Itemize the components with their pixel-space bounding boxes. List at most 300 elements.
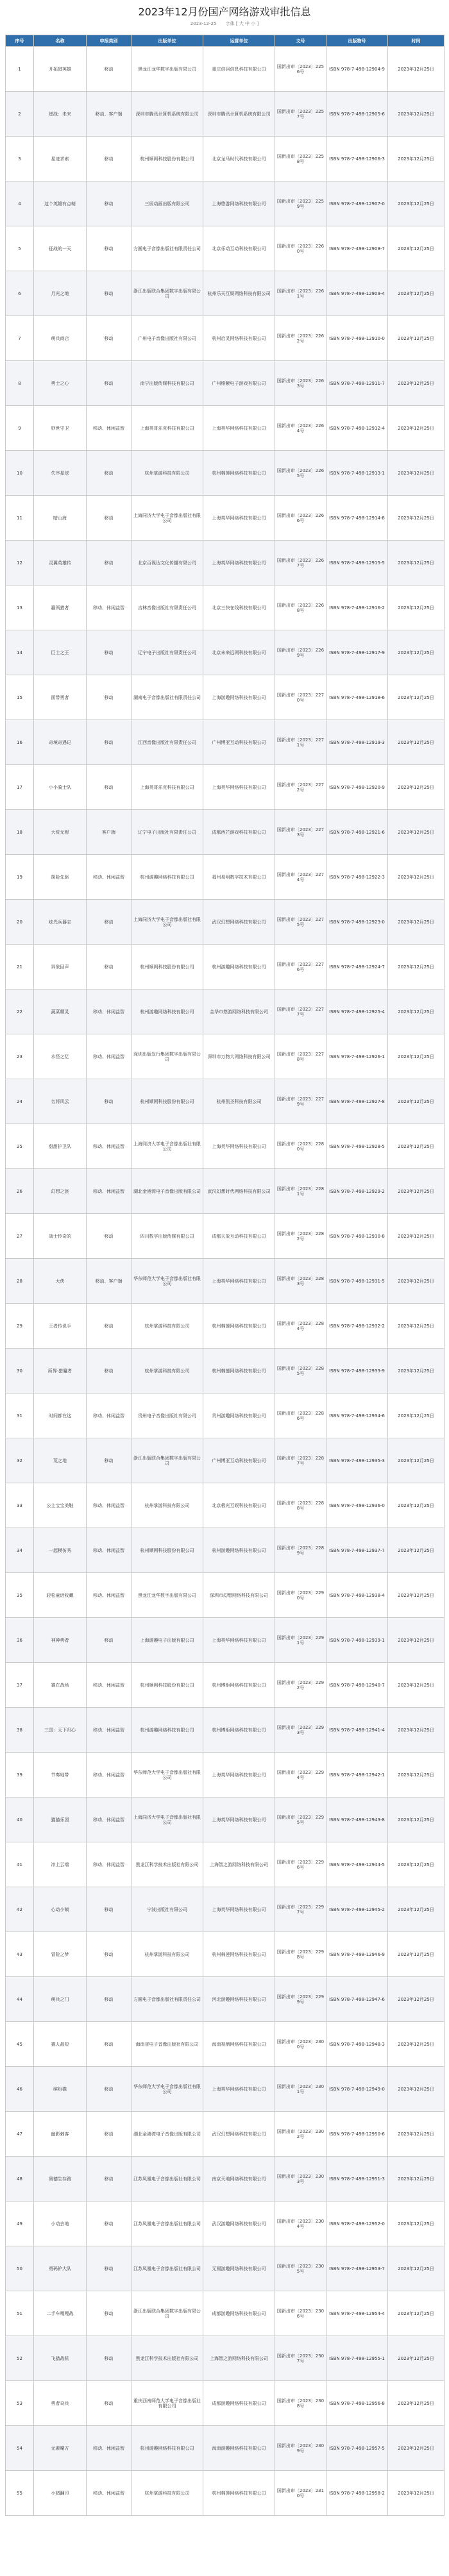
- cell-operator: 福州易明数字技术有限公司: [203, 855, 275, 900]
- cell-time: 2023年12月25日: [388, 1663, 445, 1708]
- cell-type: 移动、休闲益智: [87, 2471, 131, 2516]
- cell-game-name: 轻松童话收藏: [34, 1573, 87, 1618]
- cell-isbn: ISBN 978-7-498-12913-1: [326, 451, 388, 496]
- cell-approval-number: 国新出审〔2023〕2260号: [275, 226, 326, 271]
- cell-isbn: ISBN 978-7-498-12935-3: [326, 1438, 388, 1483]
- cell-type: 客户端: [87, 810, 131, 855]
- cell-index: 4: [6, 181, 34, 226]
- cell-isbn: ISBN 978-7-498-12947-6: [326, 1977, 388, 2022]
- cell-type: 移动: [87, 2291, 131, 2336]
- table-row: [6, 2381, 445, 2426]
- cell-isbn: ISBN 978-7-498-12922-3: [326, 855, 388, 900]
- cell-game-name: 异象回声: [34, 945, 87, 989]
- cell-publisher: 上海同济大学电子音像出版社有限公司: [131, 1124, 203, 1169]
- font-size-switch[interactable]: 字体 [ 大 中 小 ]: [225, 21, 259, 26]
- table-row: [6, 1663, 445, 1708]
- cell-isbn: ISBN 978-7-498-12911-7: [326, 361, 388, 406]
- cell-index: 24: [6, 1079, 34, 1124]
- cell-index: 49: [6, 2201, 34, 2246]
- cell-time: 2023年12月25日: [388, 855, 445, 900]
- cell-isbn: ISBN 978-7-498-12953-7: [326, 2246, 388, 2291]
- cell-game-name: 心动小镇: [34, 1887, 87, 1932]
- cell-game-name: 猫人最短: [34, 2022, 87, 2067]
- table-row: [6, 137, 445, 181]
- cell-game-name: 神神勇者: [34, 1618, 87, 1663]
- cell-publisher: 广州电子音像出版社有限公司: [131, 316, 203, 361]
- cell-isbn: ISBN 978-7-498-12949-0: [326, 2067, 388, 2112]
- cell-game-name: 冒险之梦: [34, 1932, 87, 1977]
- cell-game-name: 所界·猎魔者: [34, 1349, 87, 1393]
- cell-type: 移动: [87, 47, 131, 92]
- cell-publisher: 辽宁电子出版社有限责任公司: [131, 630, 203, 675]
- cell-index: 50: [6, 2246, 34, 2291]
- table-row: [6, 1259, 445, 1304]
- cell-index: 12: [6, 541, 34, 585]
- table-row: [6, 1618, 445, 1663]
- cell-index: 48: [6, 2157, 34, 2201]
- cell-approval-number: 国新出审〔2023〕2306号: [275, 2291, 326, 2336]
- cell-game-name: 开拓猎英雄: [34, 47, 87, 92]
- cell-isbn: ISBN 978-7-498-12955-1: [326, 2336, 388, 2381]
- cell-game-name: 小动去地: [34, 2201, 87, 2246]
- cell-operator: 海南游趣网络科技有限公司: [203, 2426, 275, 2471]
- cell-game-name: 元素魔方: [34, 2426, 87, 2471]
- header-operator: 运营单位: [203, 35, 275, 47]
- cell-game-name: 猫在战场: [34, 1663, 87, 1708]
- cell-isbn: ISBN 978-7-498-12942-1: [326, 1753, 388, 1797]
- cell-index: 39: [6, 1753, 34, 1797]
- cell-publisher: 杭州掌游科技有限公司: [131, 451, 203, 496]
- cell-time: 2023年12月25日: [388, 1304, 445, 1349]
- cell-time: 2023年12月25日: [388, 1528, 445, 1573]
- cell-time: 2023年12月25日: [388, 2291, 445, 2336]
- cell-time: 2023年12月25日: [388, 810, 445, 855]
- cell-index: 14: [6, 630, 34, 675]
- cell-operator: 武汉幻想时代网络科技有限公司: [203, 1169, 275, 1214]
- cell-index: 34: [6, 1528, 34, 1573]
- cell-type: 移动、休闲益智: [87, 855, 131, 900]
- cell-game-name: 大侠: [34, 1259, 87, 1304]
- cell-time: 2023年12月25日: [388, 1393, 445, 1438]
- cell-time: 2023年12月25日: [388, 1932, 445, 1977]
- cell-isbn: ISBN 978-7-498-12944-5: [326, 1842, 388, 1887]
- cell-approval-number: 国新出审〔2023〕2288号: [275, 1483, 326, 1528]
- cell-game-name: 飞猎战机: [34, 2336, 87, 2381]
- cell-time: 2023年12月25日: [388, 271, 445, 316]
- cell-approval-number: 国新出审〔2023〕2265号: [275, 451, 326, 496]
- cell-publisher: 上海同济大学电子音像出版社有限公司: [131, 1797, 203, 1842]
- table-row: [6, 2067, 445, 2112]
- cell-index: 15: [6, 675, 34, 720]
- cell-isbn: ISBN 978-7-498-12952-0: [326, 2201, 388, 2246]
- cell-index: 45: [6, 2022, 34, 2067]
- cell-isbn: ISBN 978-7-498-12920-9: [326, 765, 388, 810]
- cell-type: 移动: [87, 1214, 131, 1259]
- cell-type: 移动、休闲益智: [87, 1753, 131, 1797]
- cell-approval-number: 国新出审〔2023〕2257号: [275, 92, 326, 137]
- cell-publisher: 杭州掌游科技有限公司: [131, 1349, 203, 1393]
- cell-isbn: ISBN 978-7-498-12918-6: [326, 675, 388, 720]
- cell-operator: 成都游趣网络科技有限公司: [203, 2381, 275, 2426]
- cell-type: 移动、休闲益智: [87, 1393, 131, 1438]
- cell-operator: 杭州棉莲网络科技有限公司: [203, 451, 275, 496]
- cell-game-name: 王者传说手: [34, 1304, 87, 1349]
- cell-index: 27: [6, 1214, 34, 1259]
- cell-operator: 杭州棉莲网络科技有限公司: [203, 2471, 275, 2516]
- cell-approval-number: 国新出审〔2023〕2299号: [275, 1977, 326, 2022]
- cell-approval-number: 国新出审〔2023〕2296号: [275, 1842, 326, 1887]
- cell-time: 2023年12月25日: [388, 675, 445, 720]
- cell-isbn: ISBN 978-7-498-12921-6: [326, 810, 388, 855]
- table-row: [6, 2291, 445, 2336]
- table-row: [6, 1124, 445, 1169]
- cell-operator: 上海英华网络科技有限公司: [203, 1618, 275, 1663]
- cell-approval-number: 国新出审〔2023〕2283号: [275, 1259, 326, 1304]
- cell-type: 移动: [87, 1349, 131, 1393]
- cell-index: 52: [6, 2336, 34, 2381]
- cell-isbn: ISBN 978-7-498-12930-8: [326, 1214, 388, 1259]
- cell-type: 移动: [87, 720, 131, 765]
- cell-isbn: ISBN 978-7-498-12954-4: [326, 2291, 388, 2336]
- table-row: [6, 765, 445, 810]
- cell-index: 41: [6, 1842, 34, 1887]
- cell-operator: 杭州棉莲网络科技有限公司: [203, 1932, 275, 1977]
- cell-game-name: 战士传奇的: [34, 1214, 87, 1259]
- header-time: 时间: [388, 35, 445, 47]
- cell-isbn: ISBN 978-7-498-12927-8: [326, 1079, 388, 1124]
- cell-time: 2023年12月25日: [388, 1079, 445, 1124]
- cell-approval-number: 国新出审〔2023〕2289号: [275, 1528, 326, 1573]
- cell-approval-number: 国新出审〔2023〕2309号: [275, 2426, 326, 2471]
- cell-time: 2023年12月25日: [388, 2471, 445, 2516]
- cell-type: 移动: [87, 1977, 131, 2022]
- cell-index: 1: [6, 47, 34, 92]
- cell-approval-number: 国新出审〔2023〕2276号: [275, 945, 326, 989]
- cell-type: 移动: [87, 2112, 131, 2157]
- cell-approval-number: 国新出审〔2023〕2310号: [275, 2471, 326, 2516]
- cell-isbn: ISBN 978-7-498-12923-0: [326, 900, 388, 945]
- cell-isbn: ISBN 978-7-498-12917-9: [326, 630, 388, 675]
- cell-publisher: 海南省电子音像出版社有限公司: [131, 2022, 203, 2067]
- cell-operator: 重庆信码信息科技有限公司: [203, 47, 275, 92]
- table-row: [6, 451, 445, 496]
- cell-operator: 杭州棉莲网络科技有限公司: [203, 1349, 275, 1393]
- table-row: [6, 181, 445, 226]
- table-row: [6, 2471, 445, 2516]
- table-row: [6, 271, 445, 316]
- cell-time: 2023年12月25日: [388, 1214, 445, 1259]
- cell-time: 2023年12月25日: [388, 1977, 445, 2022]
- cell-approval-number: 国新出审〔2023〕2308号: [275, 2381, 326, 2426]
- cell-type: 移动: [87, 675, 131, 720]
- cell-index: 2: [6, 92, 34, 137]
- cell-time: 2023年12月25日: [388, 496, 445, 541]
- cell-index: 53: [6, 2381, 34, 2426]
- cell-index: 25: [6, 1124, 34, 1169]
- cell-publisher: 杭州游趣网络科技有限公司: [131, 855, 203, 900]
- cell-approval-number: 国新出审〔2023〕2267号: [275, 541, 326, 585]
- cell-isbn: ISBN 978-7-498-12957-5: [326, 2426, 388, 2471]
- cell-game-name: 幻想之旅: [34, 1169, 87, 1214]
- cell-publisher: 黑龙江龙华数字出版有限公司: [131, 47, 203, 92]
- table-row: [6, 1079, 445, 1124]
- cell-approval-number: 国新出审〔2023〕2304号: [275, 2201, 326, 2246]
- cell-isbn: ISBN 978-7-498-12919-3: [326, 720, 388, 765]
- cell-time: 2023年12月25日: [388, 2246, 445, 2291]
- cell-operator: 武汉幻想网络科技有限公司: [203, 900, 275, 945]
- table-body: [6, 47, 445, 2516]
- cell-type: 移动: [87, 2246, 131, 2291]
- cell-index: 47: [6, 2112, 34, 2157]
- cell-isbn: ISBN 978-7-498-12906-3: [326, 137, 388, 181]
- cell-game-name: 蔬菜精灵: [34, 989, 87, 1034]
- cell-index: 30: [6, 1349, 34, 1393]
- cell-publisher: 江苏凤凰电子音像出版社有限公司: [131, 2157, 203, 2201]
- cell-operator: 上海英华网络科技有限公司: [203, 1887, 275, 1932]
- cell-approval-number: 国新出审〔2023〕2301号: [275, 2067, 326, 2112]
- cell-index: 36: [6, 1618, 34, 1663]
- table-row: [6, 1034, 445, 1079]
- cell-isbn: ISBN 978-7-498-12950-6: [326, 2112, 388, 2157]
- cell-approval-number: 国新出审〔2023〕2307号: [275, 2336, 326, 2381]
- cell-game-name: 巨士之王: [34, 630, 87, 675]
- cell-publisher: 上海同济大学电子音像出版社有限公司: [131, 900, 203, 945]
- cell-game-name: 猫猫乐园: [34, 1797, 87, 1842]
- cell-approval-number: 国新出审〔2023〕2294号: [275, 1753, 326, 1797]
- approval-table: [5, 35, 445, 2516]
- cell-time: 2023年12月25日: [388, 2381, 445, 2426]
- cell-publisher: 上海英哥乐克科技有限公司: [131, 406, 203, 451]
- cell-type: 移动: [87, 2022, 131, 2067]
- cell-time: 2023年12月25日: [388, 2112, 445, 2157]
- cell-time: 2023年12月25日: [388, 1708, 445, 1753]
- cell-isbn: ISBN 978-7-498-12916-2: [326, 585, 388, 630]
- cell-time: 2023年12月25日: [388, 2157, 445, 2201]
- cell-time: 2023年12月25日: [388, 989, 445, 1034]
- cell-time: 2023年12月25日: [388, 92, 445, 137]
- cell-operator: 上海英华网络科技有限公司: [203, 1124, 275, 1169]
- cell-publisher: 江西音像出版社有限责任公司: [131, 720, 203, 765]
- cell-isbn: ISBN 978-7-498-12904-9: [326, 47, 388, 92]
- cell-game-name: 荒之地: [34, 1438, 87, 1483]
- cell-approval-number: 国新出审〔2023〕2302号: [275, 2112, 326, 2157]
- cell-isbn: ISBN 978-7-498-12936-0: [326, 1483, 388, 1528]
- cell-index: 37: [6, 1663, 34, 1708]
- cell-isbn: ISBN 978-7-498-12931-5: [326, 1259, 388, 1304]
- cell-game-name: 水怪之忆: [34, 1034, 87, 1079]
- table-row: [6, 2157, 445, 2201]
- cell-type: 移动、休闲益智: [87, 1573, 131, 1618]
- table-row: [6, 1169, 445, 1214]
- cell-publisher: 吉林音像出版社有限责任公司: [131, 585, 203, 630]
- cell-approval-number: 国新出审〔2023〕2273号: [275, 810, 326, 855]
- cell-isbn: ISBN 978-7-498-12925-4: [326, 989, 388, 1034]
- header-type: 申报类别: [87, 35, 131, 47]
- cell-isbn: ISBN 978-7-498-12910-0: [326, 316, 388, 361]
- cell-game-name: 节奏地带: [34, 1753, 87, 1797]
- cell-time: 2023年12月25日: [388, 316, 445, 361]
- cell-game-name: 时间都在这: [34, 1393, 87, 1438]
- cell-index: 54: [6, 2426, 34, 2471]
- table-row: [6, 2201, 445, 2246]
- cell-type: 移动、休闲益智: [87, 1797, 131, 1842]
- cell-publisher: 方圆电子音像出版社有限责任公司: [131, 1977, 203, 2022]
- cell-isbn: ISBN 978-7-498-12924-7: [326, 945, 388, 989]
- cell-type: 移动、休闲益智: [87, 1708, 131, 1753]
- cell-approval-number: 国新出审〔2023〕2262号: [275, 316, 326, 361]
- cell-publisher: 浙江出版联合集团数字出版有限公司: [131, 2291, 203, 2336]
- cell-operator: 上海游趣网络科技有限公司: [203, 675, 275, 720]
- cell-isbn: ISBN 978-7-498-12946-9: [326, 1932, 388, 1977]
- cell-game-name: 小猪翻印: [34, 2471, 87, 2516]
- cell-publisher: 湖北金港湾电子音像出版有限公司: [131, 1169, 203, 1214]
- cell-isbn: ISBN 978-7-498-12932-2: [326, 1304, 388, 1349]
- cell-time: 2023年12月25日: [388, 1124, 445, 1169]
- table-row: [6, 496, 445, 541]
- cell-approval-number: 国新出审〔2023〕2280号: [275, 1124, 326, 1169]
- cell-publisher: 重庆西南师范大学电子音像出版社有限公司: [131, 2381, 203, 2426]
- cell-approval-number: 国新出审〔2023〕2269号: [275, 630, 326, 675]
- cell-approval-number: 国新出审〔2023〕2256号: [275, 47, 326, 92]
- cell-index: 11: [6, 496, 34, 541]
- cell-approval-number: 国新出审〔2023〕2285号: [275, 1349, 326, 1393]
- cell-publisher: 杭州顺网科技股份有限公司: [131, 1663, 203, 1708]
- header-isbn: 出版物号: [326, 35, 388, 47]
- cell-operator: 上海英华网络科技有限公司: [203, 1753, 275, 1797]
- cell-type: 移动、休闲益智: [87, 406, 131, 451]
- cell-publisher: 华东师范大学电子音像出版社有限公司: [131, 1259, 203, 1304]
- cell-index: 10: [6, 451, 34, 496]
- article-meta: [5, 19, 444, 28]
- cell-publisher: 宁波出版社有限公司: [131, 1887, 203, 1932]
- cell-operator: 上海英华网络科技有限公司: [203, 765, 275, 810]
- cell-publisher: 杭州游趣网络科技有限公司: [131, 1708, 203, 1753]
- table-row: [6, 1977, 445, 2022]
- cell-approval-number: 国新出审〔2023〕2282号: [275, 1214, 326, 1259]
- cell-game-name: 勇者奇兵: [34, 2381, 87, 2426]
- cell-isbn: ISBN 978-7-498-12951-3: [326, 2157, 388, 2201]
- cell-publisher: 杭州掌游科技有限公司: [131, 1304, 203, 1349]
- cell-approval-number: 国新出审〔2023〕2266号: [275, 496, 326, 541]
- cell-game-name: 面带勇者: [34, 675, 87, 720]
- cell-operator: 武汉游趣网络科技有限公司: [203, 2201, 275, 2246]
- cell-approval-number: 国新出审〔2023〕2271号: [275, 720, 326, 765]
- cell-index: 23: [6, 1034, 34, 1079]
- cell-time: 2023年12月25日: [388, 1753, 445, 1797]
- table-row: [6, 1483, 445, 1528]
- cell-type: 移动: [87, 900, 131, 945]
- cell-time: 2023年12月25日: [388, 1349, 445, 1393]
- cell-game-name: 大荒无烬: [34, 810, 87, 855]
- cell-publisher: 上海游趣电子出版有限公司: [131, 1618, 203, 1663]
- cell-type: 移动: [87, 2381, 131, 2426]
- table-row: [6, 945, 445, 989]
- cell-index: 33: [6, 1483, 34, 1528]
- cell-approval-number: 国新出审〔2023〕2303号: [275, 2157, 326, 2201]
- cell-time: 2023年12月25日: [388, 1797, 445, 1842]
- cell-game-name: 暗山海: [34, 496, 87, 541]
- cell-index: 20: [6, 900, 34, 945]
- cell-type: 移动、休闲益智: [87, 1169, 131, 1214]
- cell-operator: 北京三快在线科技有限公司: [203, 585, 275, 630]
- cell-type: 移动: [87, 181, 131, 226]
- cell-game-name: 妙世守卫: [34, 406, 87, 451]
- cell-operator: 杭州博炬网络科技有限公司: [203, 1663, 275, 1708]
- cell-type: 移动: [87, 137, 131, 181]
- cell-index: 19: [6, 855, 34, 900]
- cell-type: 移动、休闲益智: [87, 1124, 131, 1169]
- cell-index: 18: [6, 810, 34, 855]
- cell-approval-number: 国新出审〔2023〕2295号: [275, 1797, 326, 1842]
- table-row: [6, 2426, 445, 2471]
- cell-operator: 上海智之游网络科技有限公司: [203, 1842, 275, 1887]
- cell-operator: 广州博亚互动科技有限公司: [203, 720, 275, 765]
- cell-operator: 广州博亚互动科技有限公司: [203, 1438, 275, 1483]
- cell-publisher: 北京百视达文化传播有限公司: [131, 541, 203, 585]
- cell-operator: 成都游趣网络科技有限公司: [203, 2291, 275, 2336]
- cell-publisher: 黑龙江科学技术出版社有限公司: [131, 1842, 203, 1887]
- publish-date: 2023-12-25: [190, 21, 217, 26]
- cell-approval-number: 国新出审〔2023〕2290号: [275, 1573, 326, 1618]
- cell-index: 40: [6, 1797, 34, 1842]
- cell-operator: 深圳市万物大网络科技有限公司: [203, 1034, 275, 1079]
- table-row: [6, 810, 445, 855]
- cell-publisher: 辽宁电子出版社有限责任公司: [131, 810, 203, 855]
- cell-publisher: 方圆电子音像出版社有限责任公司: [131, 226, 203, 271]
- cell-time: 2023年12月25日: [388, 406, 445, 451]
- cell-isbn: ISBN 978-7-498-12905-6: [326, 92, 388, 137]
- cell-publisher: 上海同济大学电子音像出版社有限公司: [131, 496, 203, 541]
- cell-index: 43: [6, 1932, 34, 1977]
- cell-game-name: 缤纷猫: [34, 2067, 87, 2112]
- page-title: 2023年12月份国产网络游戏审批信息: [138, 6, 311, 18]
- cell-publisher: 杭州掌游科技有限公司: [131, 1483, 203, 1528]
- cell-index: 29: [6, 1304, 34, 1349]
- cell-isbn: ISBN 978-7-498-12909-4: [326, 271, 388, 316]
- cell-type: 移动: [87, 2201, 131, 2246]
- cell-isbn: ISBN 978-7-498-12934-6: [326, 1393, 388, 1438]
- cell-index: 32: [6, 1438, 34, 1483]
- cell-approval-number: 国新出审〔2023〕2287号: [275, 1438, 326, 1483]
- cell-approval-number: 国新出审〔2023〕2300号: [275, 2022, 326, 2067]
- cell-type: 移动: [87, 361, 131, 406]
- cell-publisher: 浙江出版联合集团数字出版有限公司: [131, 1438, 203, 1483]
- cell-time: 2023年12月25日: [388, 945, 445, 989]
- cell-type: 移动: [87, 1618, 131, 1663]
- cell-time: 2023年12月25日: [388, 2336, 445, 2381]
- cell-game-name: 勇码铲大队: [34, 2246, 87, 2291]
- cell-time: 2023年12月25日: [388, 451, 445, 496]
- cell-game-name: 勇士之心: [34, 361, 87, 406]
- cell-publisher: 华东师范大学电子音像出版社有限公司: [131, 2067, 203, 2112]
- cell-game-name: 奇境奇遇记: [34, 720, 87, 765]
- cell-game-name: 小小骑士队: [34, 765, 87, 810]
- cell-time: 2023年12月25日: [388, 47, 445, 92]
- cell-operator: 上海悠游网络科技有限公司: [203, 181, 275, 226]
- cell-approval-number: 国新出审〔2023〕2281号: [275, 1169, 326, 1214]
- cell-approval-number: 国新出审〔2023〕2293号: [275, 1708, 326, 1753]
- cell-type: 移动、休闲益智: [87, 585, 131, 630]
- cell-index: 38: [6, 1708, 34, 1753]
- cell-approval-number: 国新出审〔2023〕2298号: [275, 1932, 326, 1977]
- cell-approval-number: 国新出审〔2023〕2275号: [275, 900, 326, 945]
- cell-index: 55: [6, 2471, 34, 2516]
- cell-operator: 贵州游趣网络科技有限公司: [203, 1393, 275, 1438]
- cell-time: 2023年12月25日: [388, 1842, 445, 1887]
- table-row: [6, 541, 445, 585]
- cell-time: 2023年12月25日: [388, 765, 445, 810]
- cell-operator: 上海英华网络科技有限公司: [203, 406, 275, 451]
